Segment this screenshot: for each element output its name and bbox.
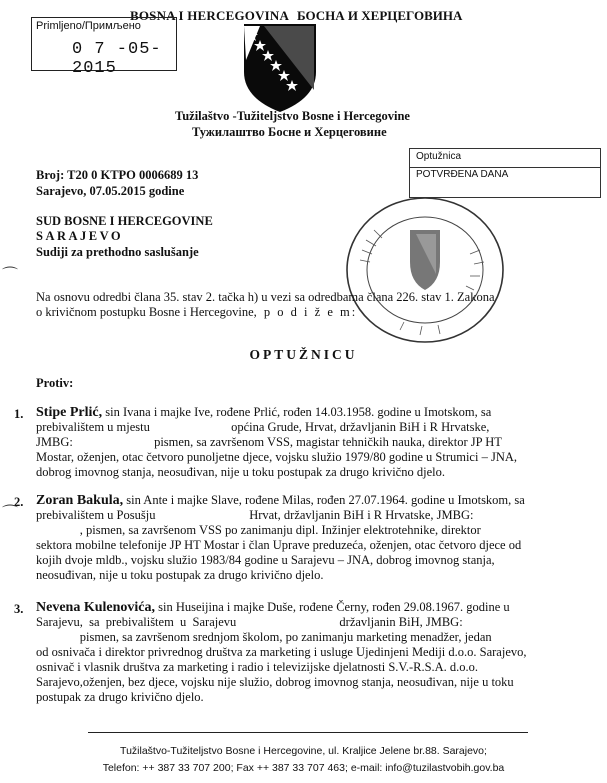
footer-address: Tužilaštvo-Tužiteljstvo Bosne i Hercegovine, ul. Kraljice Jelene br.88. Sarajevo; (120, 745, 487, 757)
case-number: Broj: T20 0 KTPO 0006689 13 (36, 168, 199, 182)
received-stamp-label: Primljeno/Примљено (36, 20, 141, 32)
intro-line-1: Na osnovu odredbi člana 35. stav 2. tačka h) u vezi sa odredbama člana 226. stav 1. Zakona (36, 290, 495, 304)
coat-of-arms-icon (240, 20, 320, 114)
accused-number: 3. (14, 602, 24, 616)
document-date: Sarajevo, 07.05.2015 godine (36, 184, 185, 198)
confirmation-box-date-label: POTVRĐENA DANA (416, 169, 509, 180)
institution-name-latin: Tužilaštvo -Tužiteljstvo Bosne i Hercegovine (175, 109, 410, 123)
country-name-cyrillic: БОСНА И ХЕРЦЕГОВИНА (297, 8, 463, 23)
received-stamp-date: 0 7 -05- 2015 (72, 40, 162, 78)
footer-divider (88, 732, 528, 733)
addressee-court: SUD BOSNE I HERCEGOVINE (36, 214, 213, 228)
against-label: Protiv: (36, 376, 74, 390)
court-seal-icon (340, 190, 510, 350)
institution-name-cyrillic: Тужилаштво Босне и Херцеговине (192, 125, 387, 139)
accused-number: 2. (14, 495, 24, 509)
accused-number: 1. (14, 407, 24, 421)
country-name-latin: BOSNA I HERCEGOVINA (130, 8, 290, 23)
intro-paragraph (36, 290, 596, 320)
confirmation-box-type: Optužnica (410, 151, 600, 168)
accused-name: Stipe Prlić, (36, 405, 103, 420)
received-stamp (31, 17, 177, 78)
document-title: OPTUŽNICU (249, 347, 358, 362)
addressee-city: SARAJEVO (36, 229, 124, 243)
indict-verb: p o d i ž e m: (263, 305, 358, 319)
intro-line-2: o krivičnom postupku Bosne i Hercegovine, p o d i ž e m: (36, 305, 358, 319)
addressee-judge: Sudiji za prethodno saslušanje (36, 245, 199, 259)
footer-contact: Telefon: ++ 387 33 707 200; Fax ++ 387 33 707 463; e-mail: info@tuzilastvobih.gov.ba (102, 762, 505, 774)
margin-mark: ⌒ (2, 265, 19, 284)
accused-name: Zoran Bakula, (36, 493, 124, 508)
accused-name: Nevena Kulenovića, (36, 600, 155, 615)
margin-mark: ⌒ (2, 503, 19, 522)
